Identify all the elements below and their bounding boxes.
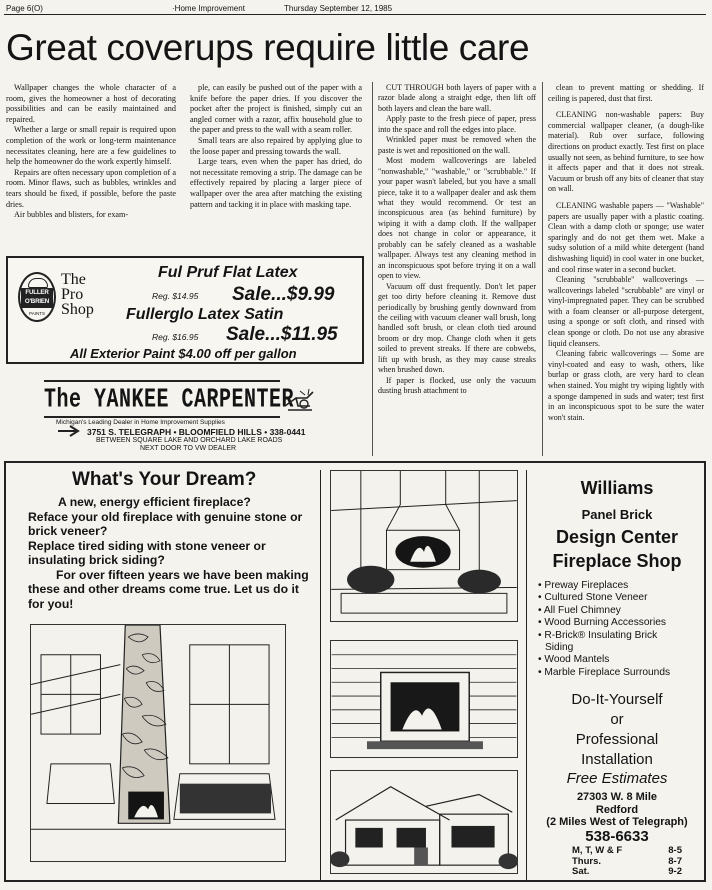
directions: (2 Miles West of Telegraph) [546,816,688,828]
williams-address [528,791,706,829]
list-item: • Wood Burning Accessories [538,617,666,629]
yankee-carpenter-title: The YANKEE CARPENTER [44,385,295,417]
list-item: • R-Brick® Insulating Brick [538,629,658,641]
article-column-4 [548,83,704,423]
header-rule [4,14,706,15]
list-item: • All Fuel Chimney [538,604,621,616]
yankee-landmark: NEXT DOOR TO VW DEALER [140,445,237,452]
williams-product-list [538,580,704,679]
logo-text-top: FULLER [25,289,49,296]
yankee-bottom-rule [44,416,280,418]
logo-cap-shape [28,278,48,288]
dream-line: A new, energy efficient fireplace? [58,495,251,509]
hours-row [572,846,682,857]
hours-row [572,867,682,878]
hours-time: 8-5 [668,845,682,856]
exterior-paint-offer: All Exterior Paint $4.00 off per gallon [70,346,297,361]
paragraph: If paper is flocked, use only the vacuum dusting brush attachment to [378,375,536,396]
ad-divider [526,470,527,880]
column-divider [542,82,543,456]
logo-paints: PAINTS [29,311,45,316]
paragraph: Repairs are often necessary upon completion of a room. Minor flaws, such as bubbles, wrinkles and tears should be fixed, if possible, before the paste dries. [6,167,176,209]
list-item: • Marble Fireplace Surrounds [538,666,671,678]
paragraph: ple, can easily be pushed out of the paper with a knife before the paper dries. If you discover the pocket after the project is finished, simply cut an angled corner with a razor, affix household glue to the paper and press to the wall with a seam roller. [190,83,362,135]
dream-line: For over fifteen years we have been making these and other dreams come true. Let us do it for you! [28,567,309,611]
williams-phone: 538-6633 [585,828,649,845]
map-arrow-icon [56,424,84,438]
pro-shop-line2: Pro [61,286,84,303]
pro-shop-line1: The [61,271,86,288]
article-headline: Great coverups require little care [6,27,530,68]
paragraph [6,125,176,167]
dream-title: What's Your Dream? [72,469,257,490]
yankee-address: 3751 S. TELEGRAPH • BLOOMFIELD HILLS • 338-0441 [87,427,306,437]
paragraph-text: Whether a large or small repair is required upon completion of the work or long-term maintenance necessitates cleaning, here are a few guidelines to help the homeowner do the work expertly himself. [6,125,176,167]
paragraph: Apply paste to the fresh piece of paper, press into the space and roll the edges into place. [378,114,536,134]
paragraph: Cleaning "scrubbable" wallcoverings — wallcoverings labeled "scrubbable" are vinyl or vinyl-impregnated paper. They can be scrubbed with a foam cleanser or all-purpose detergent, using a sponge or soft cloth, and rinsed with clean sponge or cloth. Do not use any abrasive liquid cleansers. [548,275,704,348]
paragraph: Most modern wallcoverings are labeled "nonwashable," "washable," or "scrubbable." If your paper wasn't labeled, but you have a small piece, take it to a wallpaper dealer and ask them what they would recommend. Or test an inconspicuous area (as behind furniture) by wiping it with a damp cloth. If the wallpaper does not change in color or appearance, it probably can be safely cleaned as a washable wallpaper. Always test any cleaning method in an inconspicuous spot before trying it on a wall open to view. [378,156,536,281]
street-address: 27303 W. 8 Mile [576,791,658,803]
diy-line: or [610,711,624,728]
installation-options [528,690,706,770]
sale-price: Sale...$9.99 [232,284,335,305]
sale-price: Sale...$11.95 [226,324,338,345]
list-item-text: Cultured Stone Veneer [544,592,648,604]
yankee-top-rule [44,380,280,382]
list-item: • Cultured Stone Veneer [538,592,648,604]
hours-days: Sat. [572,866,590,877]
diy-line: Professional [575,731,659,748]
list-item [538,642,704,654]
stone-fireplace-living-room-illustration [30,624,286,862]
brick-house-illustration [330,770,518,874]
fireplace-insert-illustration [330,640,518,758]
williams-subtitle: Panel Brick [581,507,653,522]
hours-days: M, T, W & F [572,845,623,856]
paragraph: Wallpaper changes the whole character of a room, gives the homeowner a host of decorating possibilities and can be easily maintained and repaired. [6,83,176,124]
logo-text-bottom: O'BRIEN [24,298,50,305]
hours-time: 9-2 [668,866,682,877]
design-center-title: Design Center [555,527,679,547]
williams-name: Williams [580,478,654,498]
list-item-text: All Fuel Chimney [543,604,621,616]
fuller-obrien-logo [18,272,56,322]
issue-date: Thursday September 12, 1985 [284,4,393,13]
list-item: • Preway Fireplaces [538,580,629,591]
hours-time: 8-7 [668,855,682,867]
logo-band [21,288,53,308]
ad-divider [320,470,321,880]
paragraph: CLEANING washable papers — "Washable" papers are usually paper with a plastic coating. Clean with a damp cloth or sponge; use water sparingly and do not get them wet. Make a sudsy solution of a mild white detergent (hand dishwashing liquid) in cool water in one bucket, and cool rinse water in a second bucket. [548,200,704,274]
dream-line: Reface your old fireplace with genuine stone or brick veneer? [28,509,303,538]
section-label: Home Improvement [174,4,245,13]
list-item-text: Siding [545,642,574,654]
diy-line: Do-It-Yourself [571,691,663,708]
article-column-3 [378,83,536,397]
pro-shop-line3: Shop [61,301,94,318]
hours-days: Thurs. [572,855,602,867]
article-column-1 [6,83,176,221]
fireplace-shop-title: Fireplace Shop [552,551,682,571]
paragraph: CLEANING non-washable papers: Buy commercial wallpaper cleaner, (a dough-like material). Rub over surface, following directions on product exactly. Test first on place usually not seen, as behind furniture, to see how it affects paper and that it does not streak. Vacuum or brush off any bits of cleaner that stay on wall. [548,110,704,194]
business-hours [572,846,682,878]
product-name: Fullerglo Latex Satin [126,306,284,323]
list-item: • Wood Mantels [538,654,610,666]
pro-shop-name [61,272,94,317]
section-name: ·Home Improvement [172,4,245,13]
article-column-2 [190,83,362,210]
regular-price: Reg. $14.95 [152,291,199,301]
freestanding-fireplace-illustration [330,470,518,622]
paragraph: Vacuum off dust frequently. Don't let paper get too dirty before cleaning it. Remove dust periodically by brushing gently downward from the ceiling with vacuum cleaner wall brush, long handled soft brush, or clean cloth tied around broom or dry mop. Change cloth when it gets soiled to prevent streaks. If there are cobwebs, lift up with brush, as they may cause streaks when brushed down. [378,281,536,375]
page-number: Page 6(O) [6,4,43,13]
dream-body [28,495,312,611]
paragraph: Wrinkled paper must be removed when the paste is wet and repositioned on the wall. [378,135,536,155]
power-saw-icon [282,386,316,414]
list-item-text: Wood Mantels [544,654,610,666]
paragraph: CUT THROUGH both layers of paper with a razor blade along a straight edge, then lift off both layers and clean the bare wall. [378,83,536,113]
paragraph: Large tears, even when the paper has dried, do not necessitate removing a strip. The damage can be effectively repaired by placing a larger piece of wallpaper over the area after matching the existing pattern and tacking it in place with masking tape. [190,157,362,209]
city: Redford [595,803,639,816]
paragraph: Cleaning fabric wallcoverings — Some are vinyl-coated and easy to wash, others, like burlap or grass cloth, are very hard to clean when stained. You might try wiping lightly with a sponge dampened in suds and water; test first in an inconspicuous spot to be sure the water won't stain. [548,349,704,422]
list-item-text: Preway Fireplaces [544,580,629,591]
regular-price: Reg. $16.95 [152,332,199,342]
product-name: Ful Pruf Flat Latex [158,264,298,281]
paragraph: Small tears are also repaired by applying glue to the loose paper and pressing towards the wall. [190,135,362,156]
yankee-directions: BETWEEN SQUARE LAKE AND ORCHARD LAKE ROADS [96,437,283,444]
yankee-tagline: Michigan's Leading Dealer in Home Improvement Supplies [56,419,225,426]
free-estimates: Free Estimates [566,770,668,787]
column-divider [372,82,373,456]
paragraph: Air bubbles and blisters, for exam- [14,210,129,220]
list-item-text: Marble Fireplace Surrounds [544,666,671,678]
dream-line: Replace tired siding with stone veneer or insulating brick siding? [28,538,266,567]
diy-line: Installation [581,751,653,768]
paragraph: clean to prevent matting or shedding. If ceiling is papered, dust that first. [548,83,704,103]
fuller-obrien-ad [6,256,364,364]
list-item-text: Wood Burning Accessories [544,617,666,629]
list-item-text: R-Brick® Insulating Brick [544,629,658,641]
